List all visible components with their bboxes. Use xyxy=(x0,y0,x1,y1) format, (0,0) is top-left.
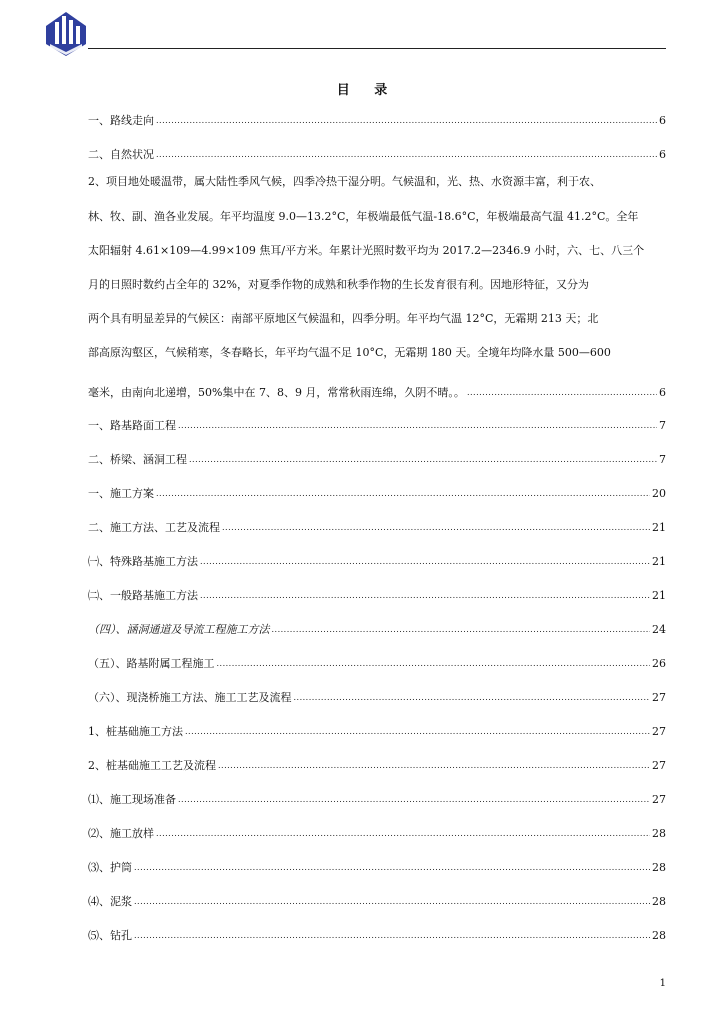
toc-entry[interactable] xyxy=(88,821,666,841)
toc-leader-dots xyxy=(156,114,657,128)
toc-leader-dots xyxy=(218,759,650,773)
toc-entry-page: 26 xyxy=(652,657,666,670)
toc-entry-label: 二、施工方法、工艺及流程 xyxy=(88,521,220,534)
toc-entry-label: ⑵、施工放样 xyxy=(88,827,154,840)
toc-entry-label: 2、桩基础施工工艺及流程 xyxy=(88,759,216,772)
toc-entry[interactable] xyxy=(88,889,666,909)
toc-entry-label: （四）、涵洞通道及导流工程施工方法 xyxy=(88,623,270,636)
toc-entry-label: 一、施工方案 xyxy=(88,487,154,500)
toc-entry-page: 6 xyxy=(659,386,666,399)
toc-entry-page: 7 xyxy=(659,453,666,466)
paragraph-line: 林、牧、副、渔各业发展。年平均温度 9.0—13.2°C，年极端最低气温-18.6°C，年极端最高气温 41.2°C。全年 xyxy=(88,210,639,223)
paragraph-line: 太阳辐射 4.61×109—4.99×109 焦耳/平方米。年累计光照时数平均为 2017.2—2346.9 小时，六、七、八三个 xyxy=(88,244,645,257)
paragraph-line: 2、项目地处暖温带，属大陆性季风气候，四季冷热干湿分明。气候温和，光、热、水资源丰富，利于农、 xyxy=(88,175,601,188)
toc-leader-dots xyxy=(185,725,650,739)
toc-entry[interactable] xyxy=(88,549,666,569)
toc-entry-page: 24 xyxy=(652,623,666,636)
paragraph-line: 月的日照时数约占全年的 32%，对夏季作物的成熟和秋季作物的生长发育很有利。因地形特征，又分为 xyxy=(88,278,589,291)
toc-leader-dots xyxy=(178,419,657,433)
toc-entry-label: （五）、路基附属工程施工 xyxy=(88,657,215,670)
toc-leader-dots xyxy=(134,861,650,875)
toc-leader-dots xyxy=(156,487,650,501)
paragraph-line: 两个具有明显差异的气候区：南部平原地区气候温和，四季分明。年平均气温 12°C，无霜期 213 天；北 xyxy=(88,312,599,325)
toc-leader-dots xyxy=(156,827,650,841)
toc-leader-dots xyxy=(178,793,650,807)
toc-entry-page: 6 xyxy=(659,148,666,161)
page-number: 1 xyxy=(659,978,666,989)
toc-entry-page: 20 xyxy=(652,487,666,500)
toc-entry-label: （六）、现浇桥施工方法、施工工艺及流程 xyxy=(88,691,292,704)
toc-entry-label: 一、路线走向 xyxy=(88,114,154,127)
toc-entry[interactable] xyxy=(88,617,666,637)
toc-entry-page: 27 xyxy=(652,793,666,806)
toc-entry[interactable] xyxy=(88,753,666,773)
toc-entry-label: ⑷、泥浆 xyxy=(88,895,132,908)
paragraph-last-line xyxy=(88,380,666,400)
toc-entry[interactable] xyxy=(88,142,666,162)
toc-leader-dots xyxy=(200,555,650,569)
toc-entry-page: 28 xyxy=(652,827,666,840)
toc-entry-page: 21 xyxy=(652,589,666,602)
toc-entry-label: 1、桩基础施工方法 xyxy=(88,725,183,738)
toc-entry[interactable] xyxy=(88,447,666,467)
toc-entry[interactable] xyxy=(88,481,666,501)
company-logo-icon xyxy=(44,10,88,58)
toc-entry[interactable] xyxy=(88,583,666,603)
toc-entry[interactable] xyxy=(88,515,666,535)
toc-entry-label: ⑴、施工现场准备 xyxy=(88,793,176,806)
toc-entry-page: 28 xyxy=(652,895,666,908)
toc-entry[interactable] xyxy=(88,685,666,705)
toc-entry-page: 7 xyxy=(659,419,666,432)
toc-entry[interactable] xyxy=(88,787,666,807)
toc-leader-dots xyxy=(222,521,650,535)
toc-leader-dots xyxy=(134,929,650,943)
toc-entry-label: 二、自然状况 xyxy=(88,148,154,161)
toc-leader-dots xyxy=(189,453,657,467)
toc-entry[interactable] xyxy=(88,651,666,671)
toc-leader-dots xyxy=(294,691,651,705)
toc-leader-dots xyxy=(467,386,657,400)
toc-entry[interactable] xyxy=(88,923,666,943)
toc-leader-dots xyxy=(200,589,650,603)
toc-entry-page: 27 xyxy=(652,725,666,738)
toc-entry-label: ㈡、一般路基施工方法 xyxy=(88,589,198,602)
toc-entry-page: 21 xyxy=(652,521,666,534)
toc-entry[interactable] xyxy=(88,719,666,739)
toc-entry-label: 一、路基路面工程 xyxy=(88,419,176,432)
toc-entry-page: 28 xyxy=(652,861,666,874)
paragraph-line: 毫米，由南向北递增，50%集中在 7、8、9 月，常常秋雨连绵，久阴不晴。。 xyxy=(88,386,465,399)
header-rule xyxy=(88,48,666,49)
toc-entry-page: 27 xyxy=(652,691,666,704)
toc-leader-dots xyxy=(156,148,657,162)
toc-title: 目 录 xyxy=(336,83,398,98)
toc-entry-label: 二、桥梁、涵洞工程 xyxy=(88,453,187,466)
toc-leader-dots xyxy=(134,895,650,909)
toc-entry-label: ⑶、护筒 xyxy=(88,861,132,874)
toc-entry-page: 21 xyxy=(652,555,666,568)
toc-leader-dots xyxy=(272,623,651,637)
toc-entry-page: 27 xyxy=(652,759,666,772)
paragraph-line: 部高原沟壑区，气候稍寒，冬春略长，年平均气温不足 10°C，无霜期 180 天。全境年均降水量 500—600 xyxy=(88,346,611,359)
toc-leader-dots xyxy=(217,657,651,671)
toc-entry-page: 28 xyxy=(652,929,666,942)
toc-entry-page: 6 xyxy=(659,114,666,127)
toc-entry-label: ㈠、特殊路基施工方法 xyxy=(88,555,198,568)
toc-entry-label: ⑸、钻孔 xyxy=(88,929,132,942)
toc-entry[interactable] xyxy=(88,855,666,875)
toc-entry[interactable] xyxy=(88,108,666,128)
toc-entry[interactable] xyxy=(88,413,666,433)
